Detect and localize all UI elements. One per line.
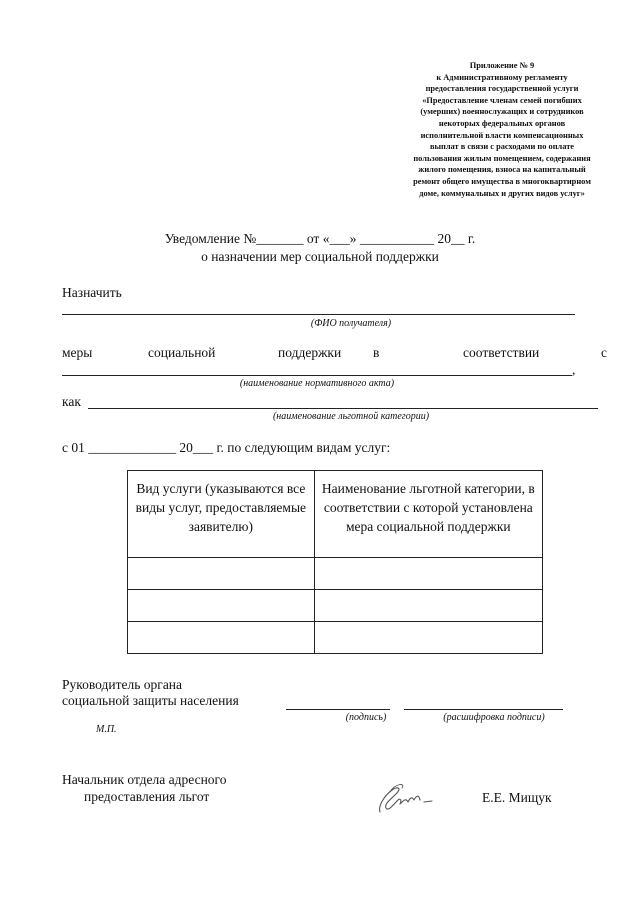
as-label: как: [62, 394, 81, 409]
appendix-line: выплат в связи с расходами по оплате: [429, 142, 575, 152]
appendix-line: предоставления государственной услуги: [425, 84, 579, 94]
assign-label: Назначить: [62, 285, 122, 300]
measures-word: поддержки: [278, 345, 342, 360]
table-cell: [128, 590, 315, 622]
appendix-line: «Предоставление членам семей погибших: [422, 95, 582, 105]
table-row: [128, 590, 543, 622]
table-header-category: Наименование льготной категории, в соответствии с которой установлена мера социальной поддержки: [314, 471, 542, 558]
appendix-line: исполнительной власти компенсационных: [420, 130, 584, 140]
decode-caption: (расшифровка подписи): [443, 712, 545, 723]
fio-caption: (ФИО получателя): [310, 318, 392, 329]
act-comma: ,: [572, 362, 576, 377]
stamp-label: М.П.: [96, 724, 117, 735]
table-header-row: [128, 471, 543, 558]
act-line: [62, 375, 572, 376]
measures-word: в: [373, 345, 380, 360]
measures-word: соответствии: [463, 345, 540, 360]
table-cell: [314, 558, 542, 590]
document-title: Уведомление №_______ от «___» ___________ 20__ г.: [164, 231, 476, 246]
table-row: [128, 622, 543, 654]
table-cell: [128, 558, 315, 590]
document-subtitle: о назначении мер социальной поддержки: [201, 249, 439, 264]
appendix-line: пользования жилым помещением, содержания: [413, 153, 591, 163]
appendix-line: (умерших) военнослужащих и сотрудников: [420, 107, 584, 117]
chief-title-line1: Начальник отдела адресного: [62, 772, 227, 787]
fio-line: [62, 314, 575, 315]
chief-title-line2: предоставления льгот: [84, 789, 210, 804]
appendix-line: к Административному регламенту: [436, 72, 568, 82]
handwritten-signature-icon: [376, 782, 440, 816]
measures-word: меры: [62, 345, 93, 360]
sign-caption: (подпись): [345, 712, 387, 723]
head-title-line1: Руководитель органа: [62, 677, 183, 692]
act-caption: (наименование нормативного акта): [239, 378, 395, 389]
appendix-header: [388, 60, 616, 199]
category-caption: (наименование льготной категории): [272, 411, 430, 422]
table-cell: [314, 590, 542, 622]
table-cell: [314, 622, 542, 654]
appendix-line: Приложение № 9: [469, 61, 535, 70]
chief-name: Е.Е. Мищук: [482, 790, 552, 805]
table-header-service: Вид услуги (указываются все виды услуг, предоставляемые заявителю): [128, 471, 315, 558]
sign-line: [286, 709, 390, 710]
head-title-line2: социальной защиты населения: [62, 693, 239, 708]
appendix-line: жилого помещения, взноса на капитальный: [418, 165, 586, 175]
appendix-line: ремонт общего имущества в многоквартирном: [413, 176, 591, 186]
services-table: [127, 470, 543, 654]
from-date-line: с 01 _____________ 20___ г. по следующим видам услуг:: [62, 440, 391, 455]
decode-line: [404, 709, 563, 710]
measures-word: социальной: [148, 345, 216, 360]
table-cell: [128, 622, 315, 654]
appendix-line: доме, коммунальных и других видов услуг»: [419, 188, 585, 198]
table-row: [128, 558, 543, 590]
appendix-line: некоторых федеральных органов: [438, 118, 566, 128]
measures-word: с: [601, 345, 607, 360]
category-line: [88, 408, 598, 409]
